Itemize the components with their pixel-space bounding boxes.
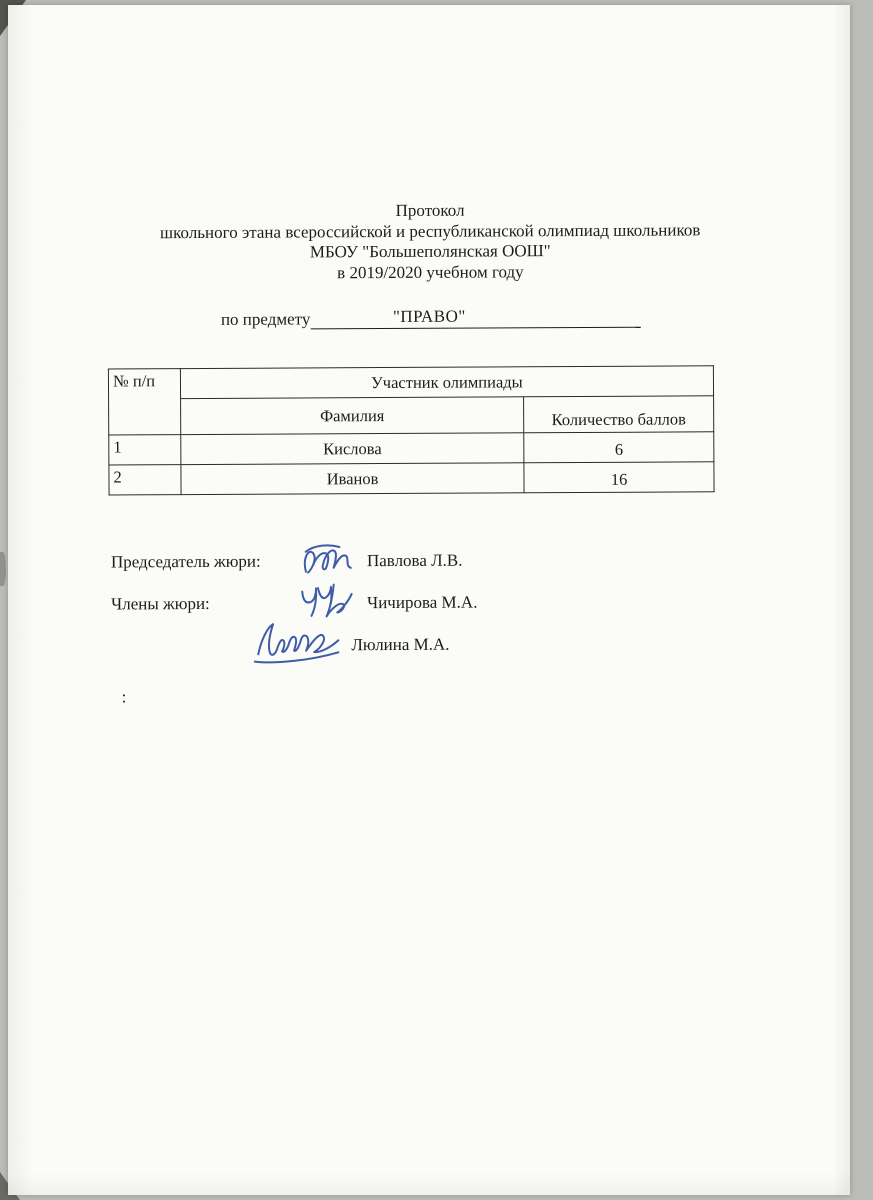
chairman-label: Председатель жюри:: [110, 551, 261, 572]
signature-lyulina-icon: [246, 614, 345, 667]
document-content: [8, 1, 854, 708]
member2-name: Люлина М.А.: [351, 634, 450, 655]
cell-num: 1: [109, 435, 181, 465]
header-cell-surname: Фамилия: [180, 397, 524, 435]
cell-surname: Кислова: [181, 433, 524, 465]
document-title-block: [9, 199, 851, 285]
title-line-1: Протокол: [395, 200, 465, 220]
table-row: [109, 432, 714, 465]
subject-line: [10, 305, 852, 331]
title-line-4: в 2019/2020 учебном году: [337, 261, 524, 282]
results-table: [108, 365, 715, 495]
signatures-block: [111, 538, 854, 668]
members-label: Члены жюри:: [111, 593, 210, 614]
header-cell-score: Количество баллов: [524, 396, 714, 433]
subject-label: по предмету: [220, 309, 311, 329]
header-cell-num: № п/п: [108, 369, 180, 435]
member1-row: [111, 580, 853, 626]
cell-score: 16: [524, 462, 714, 493]
member1-name: Чичирова М.А.: [367, 592, 478, 613]
table-header-row-2: [109, 396, 714, 435]
subject-underline: [310, 306, 640, 330]
title-line-2: школьного этана всероссийской и республиканской олимпиад школьников: [159, 219, 701, 242]
stray-colon-mark: :: [121, 687, 127, 707]
scanned-document-page: [8, 5, 850, 1195]
table-header-row-1: [108, 366, 713, 399]
scan-edge-smudge: [0, 552, 6, 586]
cell-surname: Иванов: [181, 463, 524, 495]
subject-value: "ПРАВО": [392, 306, 466, 326]
member2-label-spacer: [111, 646, 261, 647]
member2-row: [111, 622, 853, 668]
header-cell-participant: Участник олимпиады: [180, 366, 713, 399]
table-row: [109, 462, 714, 495]
chairman-name: Павлова Л.В.: [366, 550, 463, 571]
cell-score: 6: [524, 432, 714, 463]
chairman-row: [111, 538, 853, 584]
title-line-3: МБОУ "Большеполянская ООШ": [309, 241, 551, 262]
cell-num: 2: [109, 465, 181, 495]
